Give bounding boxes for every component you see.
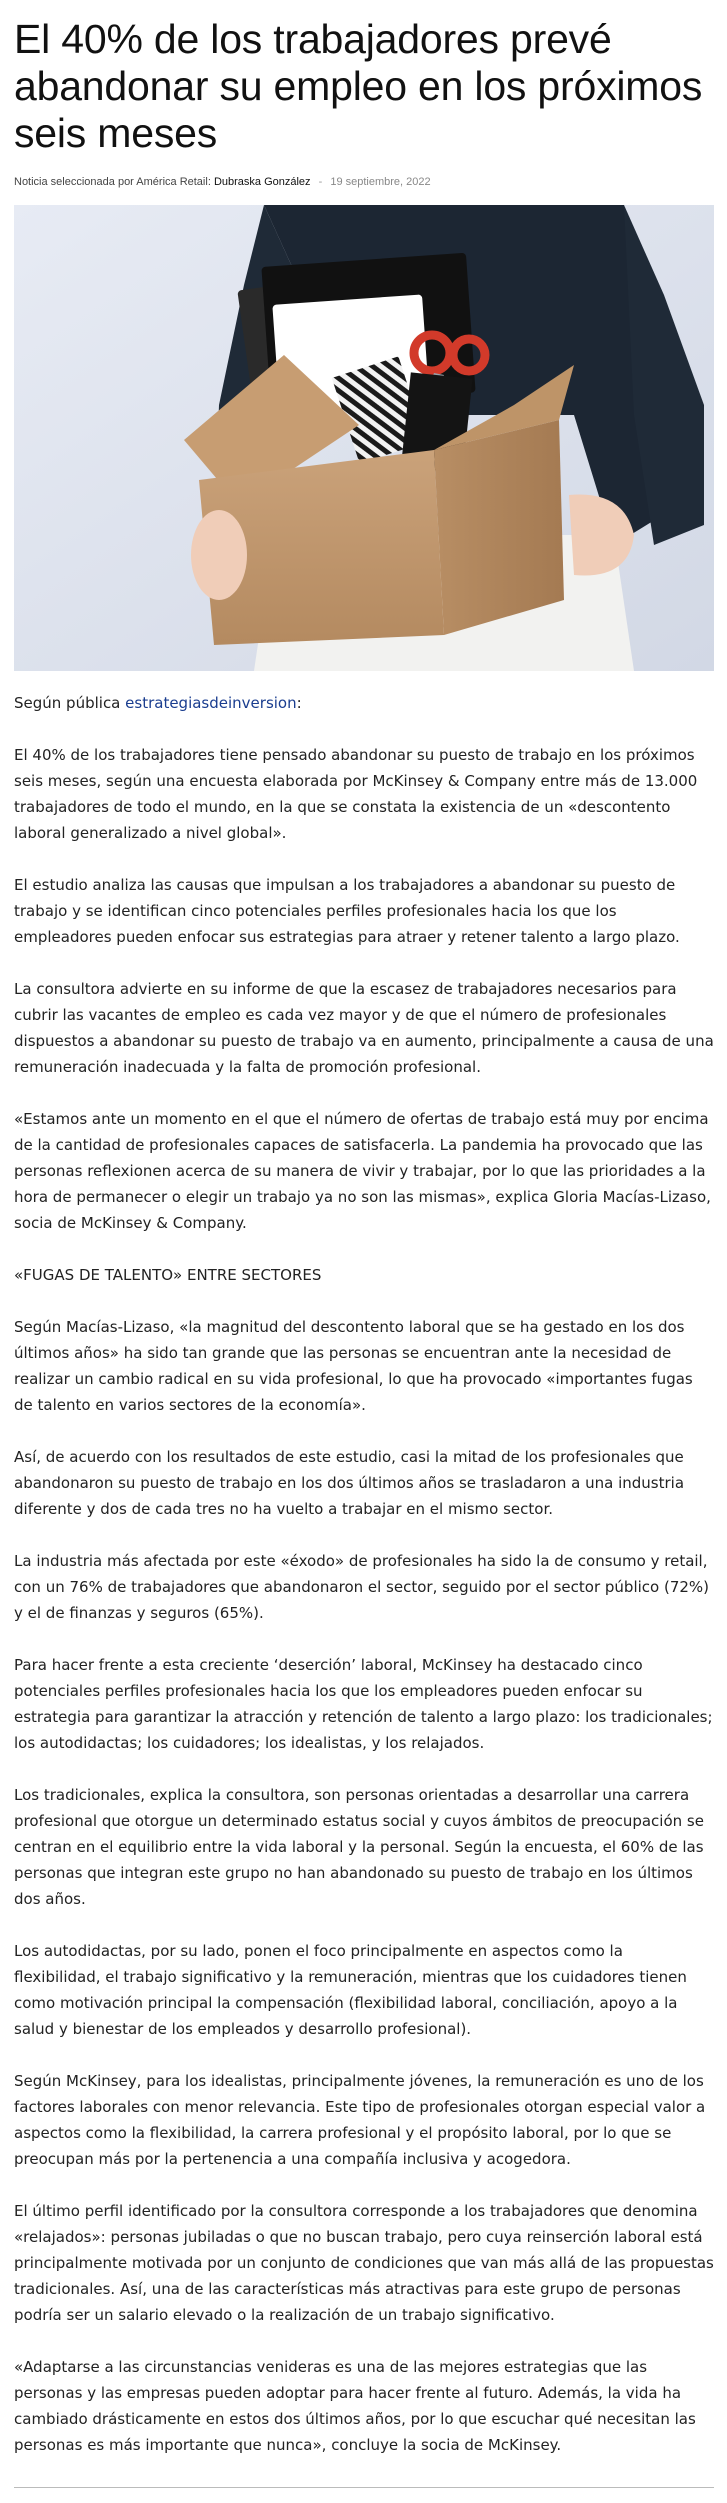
meta-prefix: Noticia seleccionada por América Retail: [14, 176, 211, 188]
hero-image [14, 205, 714, 671]
meta-date: 19 septiembre, 2022 [330, 176, 431, 188]
paragraph: El último perfil identificado por la consultora corresponde a los trabajadores que denomina «relajados»: personas jubiladas o que no buscan trabajo, pero cuya reinserción laboral está principalmente motivada por un conjunto de condiciones que van más allá de las propuestas tradicionales. Así, una de las características más atractivas para este grupo de personas podría ser un salario elevado o la realización de un trabajo significativo. [14, 2202, 714, 2324]
paragraph: El estudio analiza las causas que impulsan a los trabajadores a abandonar su puesto de trabajo y se identifican cinco potenciales perfiles profesionales hacia los que los empleadores pueden enfocar sus estrategias para atraer y retener talento a largo plazo. [14, 876, 680, 946]
article-meta [14, 176, 714, 192]
source-link[interactable]: estrategiasdeinversion [125, 694, 297, 712]
article-body [14, 690, 714, 2484]
paragraph: Los autodidactas, por su lado, ponen el foco principalmente en aspectos como la flexibilidad, el trabajo significativo y la remuneración, mientras que los cuidadores tienen como motivación principal la compensación (flexibilidad laboral, conciliación, apoyo a la salud y bienestar de los empleados y desarrollo profesional). [14, 1942, 687, 2038]
paragraph: «Adaptarse a las circunstancias venideras es una de las mejores estrategias que las personas y las empresas pueden adoptar para hacer frente al futuro. Además, la vida ha cambiado drásticamente en estos dos últimos años, por lo que escuchar qué necesitan las personas es más importante que nunca», concluye la socia de McKinsey. [14, 2358, 696, 2454]
paragraph: Así, de acuerdo con los resultados de este estudio, casi la mitad de los profesionales que abandonaron su puesto de trabajo en los dos últimos años se trasladaron a una industria diferente y dos de cada tres no ha vuelto a trabajar en el mismo sector. [14, 1448, 685, 1518]
meta-separator: - [318, 176, 323, 188]
paragraph: «Estamos ante un momento en el que el número de ofertas de trabajo está muy por encima de la cantidad de profesionales capaces de satisfacerla. La pandemia ha provocado que las personas reflexionen acerca de su manera de vivir y trabajar, por lo que las prioridades a la hora de permanecer o elegir un trabajo ya no son las mismas», explica Gloria Macías-Lizaso, socia de McKinsey & Company. [14, 1110, 711, 1232]
source-suffix: : [296, 694, 302, 712]
paragraph: La industria más afectada por este «éxodo» de profesionales ha sido la de consumo y retail, con un 76% de trabajadores que abandonaron el sector, seguido por el sector público (72%) y el de finanzas y seguros (65%). [14, 1552, 710, 1622]
paragraph: Para hacer frente a esta creciente ‘deserción’ laboral, McKinsey ha destacado cinco potenciales perfiles profesionales hacia los que los empleadores pueden enfocar su estrategia para garantizar la atracción y retención de talento a largo plazo: los tradicionales; los autodidactas; los cuidadores; los idealistas, y los relajados. [14, 1656, 713, 1752]
paragraph: Según McKinsey, para los idealistas, principalmente jóvenes, la remuneración es uno de los factores laborales con menor relevancia. Este tipo de profesionales otorgan especial valor a aspectos como la flexibilidad, la carrera profesional y el propósito laboral, por lo que se preocupan más por la pertenencia a una compañía inclusiva y acogedora. [14, 2072, 706, 2168]
source-line [14, 690, 714, 716]
article [14, 0, 714, 2454]
paragraph: Según Macías-Lizaso, «la magnitud del descontento laboral que se ha gestado en los dos últimos años» ha sido tan grande que las personas se encuentran ante la necesidad de realizar un cambio radical en su vida profesional, lo que ha provocado «importantes fugas de talento en varios sectores de la economía». [14, 1318, 693, 1414]
article-title: El 40% de los trabajadores prevé abandonar su empleo en los próximos seis meses [14, 16, 703, 156]
meta-author[interactable]: Dubraska González [213, 176, 311, 188]
source-intro: Según pública [14, 694, 126, 712]
section-heading: «FUGAS DE TALENTO» ENTRE SECTORES [14, 1266, 322, 1284]
divider [14, 2487, 714, 2488]
paragraph: La consultora advierte en su informe de que la escasez de trabajadores necesarios para cubrir las vacantes de empleo es cada vez mayor y de que el número de profesionales dispuestos a abandonar su puesto de trabajo va en aumento, principalmente a causa de una remuneración inadecuada y la falta de promoción profesional. [14, 980, 714, 1076]
paragraph: El 40% de los trabajadores tiene pensado abandonar su puesto de trabajo en los próximos seis meses, según una encuesta elaborada por McKinsey & Company entre más de 13.000 trabajadores de todo el mundo, en la que se constata la existencia de un «descontento laboral generalizado a nivel global». [14, 746, 698, 842]
paragraph: Los tradicionales, explica la consultora, son personas orientadas a desarrollar una carrera profesional que otorgue un determinado estatus social y cuyos ámbitos de preocupación se centran en el equilibrio entre la vida laboral y la personal. Según la encuesta, el 60% de las personas que integran este grupo no han abandonado su puesto de trabajo en los últimos dos años. [14, 1786, 704, 1908]
